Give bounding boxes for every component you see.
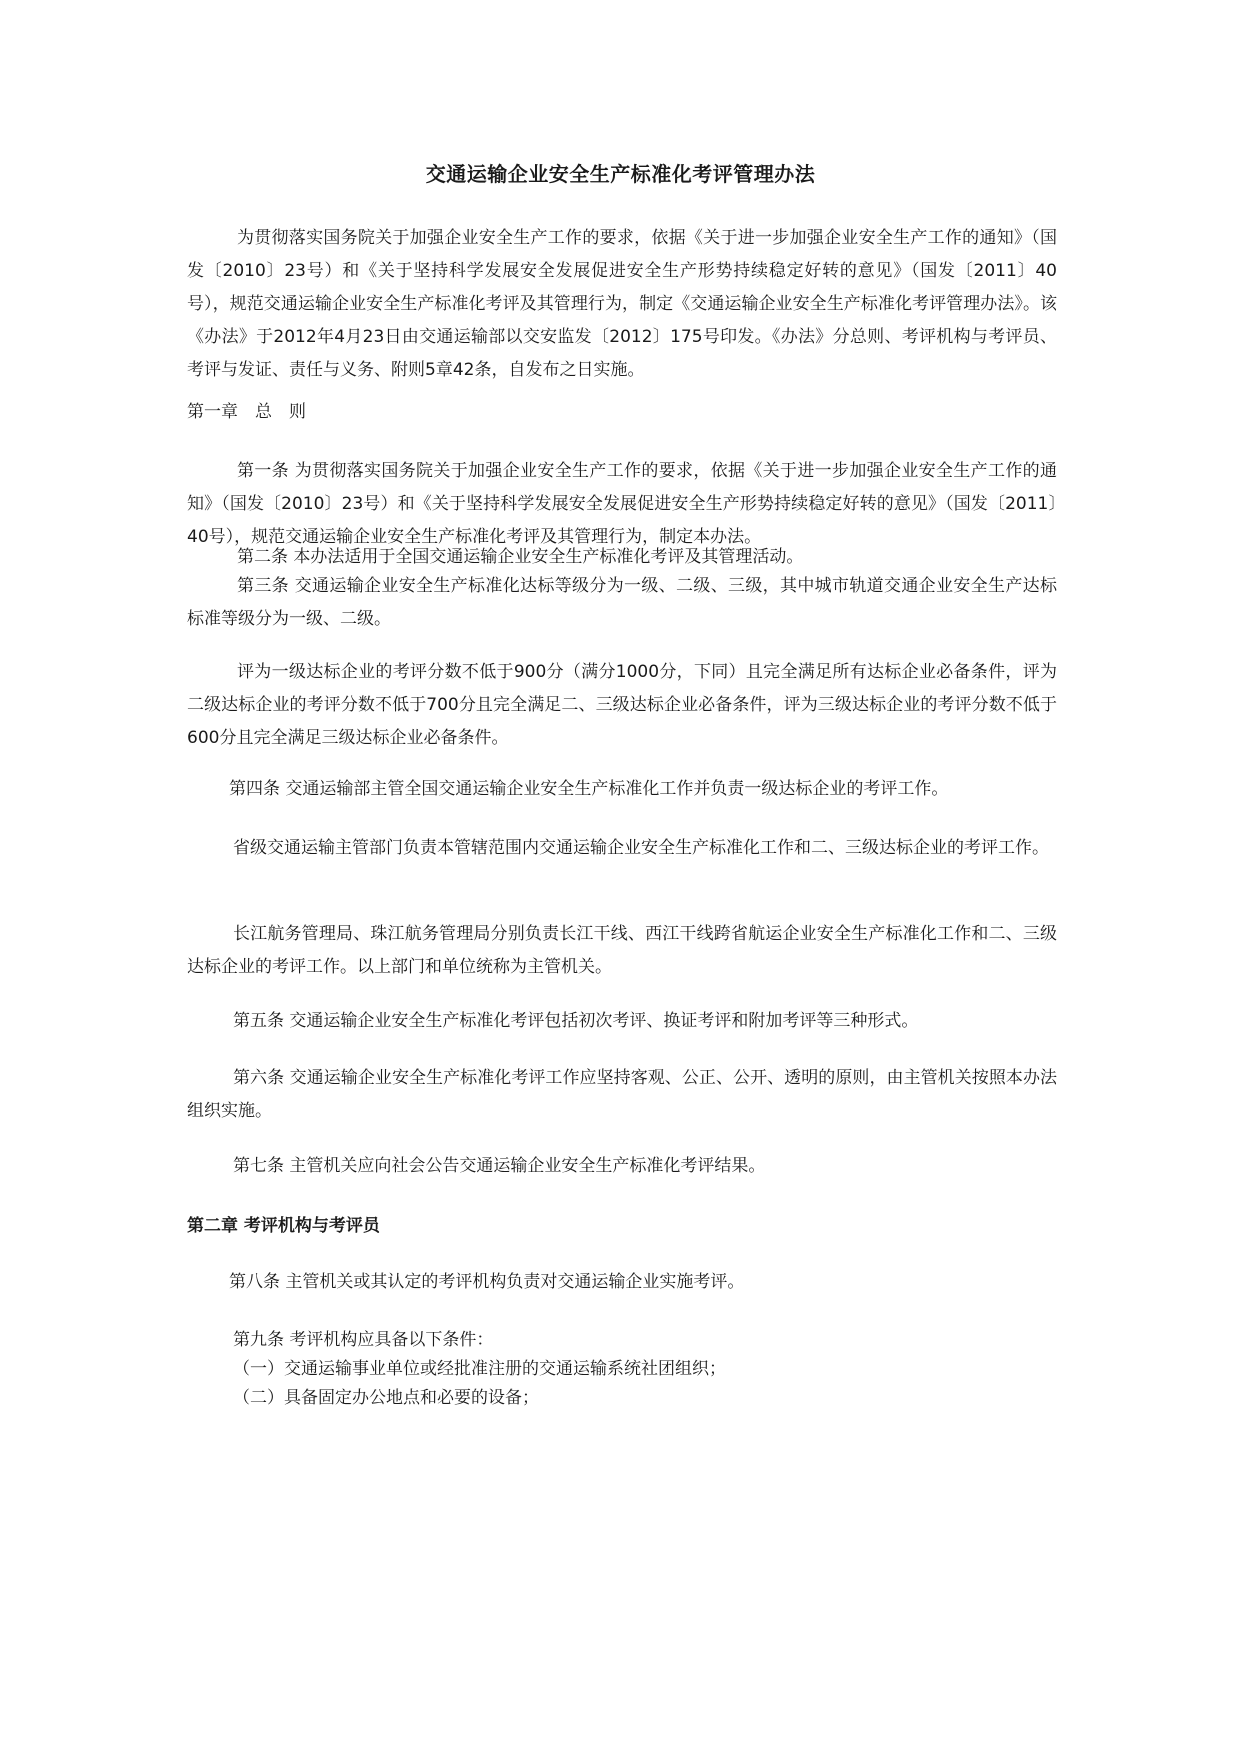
article-9-item-1: （一）交通运输事业单位或经批准注册的交通运输系统社团组织； xyxy=(233,1359,726,1379)
article-5: 第五条 交通运输企业安全生产标准化考评包括初次考评、换证考评和附加考评等三种形式。 xyxy=(233,1011,919,1031)
article-8: 第八条 主管机关或其认定的考评机构负责对交通运输企业实施考评。 xyxy=(229,1272,745,1292)
chapter-2-heading: 第二章 考评机构与考评员 xyxy=(187,1216,380,1236)
article-6: 第六条 交通运输企业安全生产标准化考评工作应坚持客观、公正、公开、透明的原则，由主管机关按照本办法组织实施。 xyxy=(187,1068,1057,1121)
article-1: 第一条 为贯彻落实国务院关于加强企业安全生产工作的要求，依据《关于进一步加强企业安全生产工作的通知》（国发〔2010〕23号）和《关于坚持科学发展安全发展促进安全生产形势持续稳定好转的意见》（国发〔2011〕40号），规范交通运输企业安全生产标准化考评及其管理行为，制定本办法。 xyxy=(187,461,1057,547)
chapter-1-heading: 第一章 总 则 xyxy=(187,402,306,422)
article-9-item-2: （二）具备固定办公地点和必要的设备； xyxy=(233,1388,539,1408)
article-7: 第七条 主管机关应向社会公告交通运输企业安全生产标准化考评结果。 xyxy=(233,1156,766,1176)
document-title: 交通运输企业安全生产标准化考评管理办法 xyxy=(425,162,816,186)
article-3: 第三条 交通运输企业安全生产标准化达标等级分为一级、二级、三级，其中城市轨道交通企业安全生产达标标准等级分为一级、二级。 xyxy=(187,576,1057,629)
article-2: 第二条 本办法适用于全国交通运输企业安全生产标准化考评及其管理活动。 xyxy=(237,547,804,567)
article-3-paragraph-2: 评为一级达标企业的考评分数不低于900分（满分1000分，下同）且完全满足所有达标企业必备条件，评为二级达标企业的考评分数不低于700分且完全满足二、三级达标企业必备条件，评为三级达标企业的考评分数不低于600分且完全满足三级达标企业必备条件。 xyxy=(187,662,1057,748)
article-9: 第九条 考评机构应具备以下条件： xyxy=(233,1330,494,1350)
article-4: 第四条 交通运输部主管全国交通运输企业安全生产标准化工作并负责一级达标企业的考评工作。 xyxy=(229,779,949,799)
intro-paragraph: 为贯彻落实国务院关于加强企业安全生产工作的要求，依据《关于进一步加强企业安全生产工作的通知》（国发〔2010〕23号）和《关于坚持科学发展安全发展促进安全生产形势持续稳定好转的意见》（国发〔2011〕40号），规范交通运输企业安全生产标准化考评及其管理行为，制定《交通运输企业安全生产标准化考评管理办法》。该《办法》于2012年4月23日由交通运输部以交安监发〔2012〕175号印发。《办法》分总则、考评机构与考评员、考评与发证、责任与义务、附则5章42条，自发布之日实施。 xyxy=(187,228,1057,380)
article-4-paragraph-3: 长江航务管理局、珠江航务管理局分别负责长江干线、西江干线跨省航运企业安全生产标准化工作和二、三级达标企业的考评工作。以上部门和单位统称为主管机关。 xyxy=(187,924,1057,977)
article-4-paragraph-2: 省级交通运输主管部门负责本管辖范围内交通运输企业安全生产标准化工作和二、三级达标企业的考评工作。 xyxy=(233,838,1049,858)
